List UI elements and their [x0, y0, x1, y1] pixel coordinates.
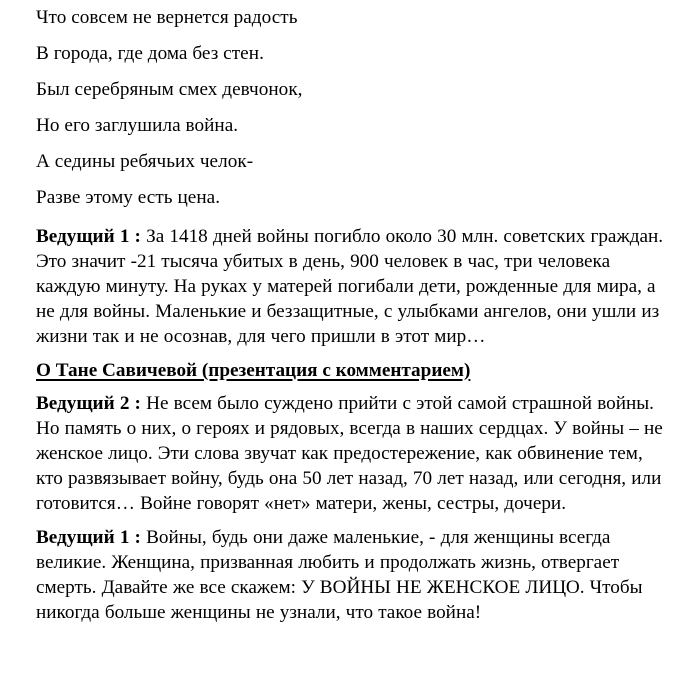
speaker-label: Ведущий 1 : — [36, 526, 141, 548]
document-body — [36, 0, 664, 626]
speech-paragraph-host2 — [36, 392, 664, 517]
poem-line: В города, где дома без стен. — [36, 43, 264, 64]
poem-line: Но его заглушила война. — [36, 115, 239, 136]
poem-line: Был серебряным смех девчонок, — [36, 79, 303, 100]
speech-paragraph-host1-b — [36, 526, 664, 626]
speaker-label: Ведущий 2 : — [36, 393, 141, 415]
section-heading — [36, 359, 664, 384]
speaker-label: Ведущий 1 : — [36, 226, 141, 247]
poem-line: Что совсем не вернется радость — [36, 7, 298, 28]
poem-line: Разве этому есть цена. — [36, 187, 221, 208]
speech-text: Войны, будь они даже маленькие, - для женщины всегда великие. Женщина, призванная любить и продолжать жизнь, отвергает смерть. Давайте же все скажем: У ВОЙНЫ НЕ ЖЕНСКОЕ ЛИЦО. Чтобы никогда больше женщины не узнали, что такое война! — [36, 526, 643, 623]
speech-text: Не всем было суждено прийти с этой самой страшной войны. Но память о них, о героях и рядовых, всегда в наших сердцах. У войны – не женское лицо. Эти слова звучат как предостережение, как обвинение тем, кто развязывает войну, будь она 50 лет назад, 70 лет назад, или сегодня, или готовится… Войне говорят «нет» матери, жены, сестры, дочери. — [36, 393, 663, 515]
speech-text: За 1418 дней войны погибло около 30 млн. советских граждан. Это значит -21 тысяча убитых в день, 900 человек в час, три человека каждую минуту. На руках у матерей погибали дети, рожденные для мира, а не для войны. Маленькие и беззащитные, с улыбками ангелов, они ушли из жизни так и не осознав, для чего пришли в этот мир… — [36, 226, 664, 347]
speech-paragraph-host1-a — [36, 225, 664, 350]
section-heading-text: О Тане Савичевой (презентация с комментарием) — [36, 359, 471, 381]
poem-line: А седины ребячьих челок- — [36, 151, 254, 172]
poem-stanza — [36, 0, 664, 216]
